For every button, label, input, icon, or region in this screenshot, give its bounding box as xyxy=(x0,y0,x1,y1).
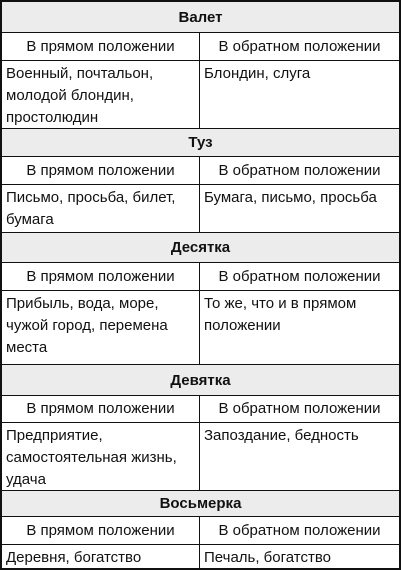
section-title-text: Туз xyxy=(188,134,213,151)
reversed-header: В обратном положении xyxy=(218,37,381,55)
reversed-meaning: Печаль, богатство xyxy=(204,549,331,566)
reversed-meaning: Бумага, письмо, просьба xyxy=(204,189,377,206)
reversed-meaning: Блондин, слуга xyxy=(204,65,311,82)
reversed-meaning: То же, что и в прямом положении xyxy=(204,295,357,334)
upright-header: В прямом положении xyxy=(2,396,200,422)
column-header-row xyxy=(0,262,401,290)
upright-header: В прямом положении xyxy=(2,263,200,290)
section-title-text: Девятка xyxy=(170,371,231,389)
column-header-row xyxy=(0,156,401,184)
upright-meaning: Военный, почтальон, молодой блондин, простолюдин xyxy=(2,61,200,128)
reversed-header: В обратном положении xyxy=(218,161,381,179)
reversed-header: В обратном положении xyxy=(218,267,381,285)
upright-meaning: Письмо, просьба, билет, бумага xyxy=(2,185,200,232)
section-title-nine xyxy=(0,364,401,395)
upright-meaning: Предприятие, самостоятельная жизнь, удача xyxy=(2,423,200,490)
section-title-eight xyxy=(0,490,401,516)
upright-header: В прямом положении xyxy=(2,517,200,544)
column-header-row xyxy=(0,516,401,544)
upright-header: В прямом положении xyxy=(2,33,200,60)
column-header-row xyxy=(0,395,401,422)
reversed-header: В обратном положении xyxy=(218,521,381,539)
meaning-row xyxy=(0,422,401,490)
upright-header: В прямом положении xyxy=(2,157,200,184)
section-title-ten xyxy=(0,232,401,262)
meaning-row xyxy=(0,290,401,364)
section-title-text: Восьмерка xyxy=(159,495,242,512)
upright-meaning: Деревня, богатство xyxy=(2,545,200,568)
column-header-row xyxy=(0,32,401,60)
section-title-text: Десятка xyxy=(170,239,231,256)
section-title-text: Валет xyxy=(178,8,223,26)
section-title-ace xyxy=(0,128,401,156)
meaning-row xyxy=(0,60,401,128)
section-title-jack xyxy=(0,0,401,32)
upright-meaning: Прибыль, вода, море, чужой город, перемена места xyxy=(2,291,200,364)
meaning-row xyxy=(0,544,401,570)
reversed-header: В обратном положении xyxy=(218,400,381,417)
reversed-meaning: Запоздание, бедность xyxy=(204,427,359,444)
meaning-row xyxy=(0,184,401,232)
